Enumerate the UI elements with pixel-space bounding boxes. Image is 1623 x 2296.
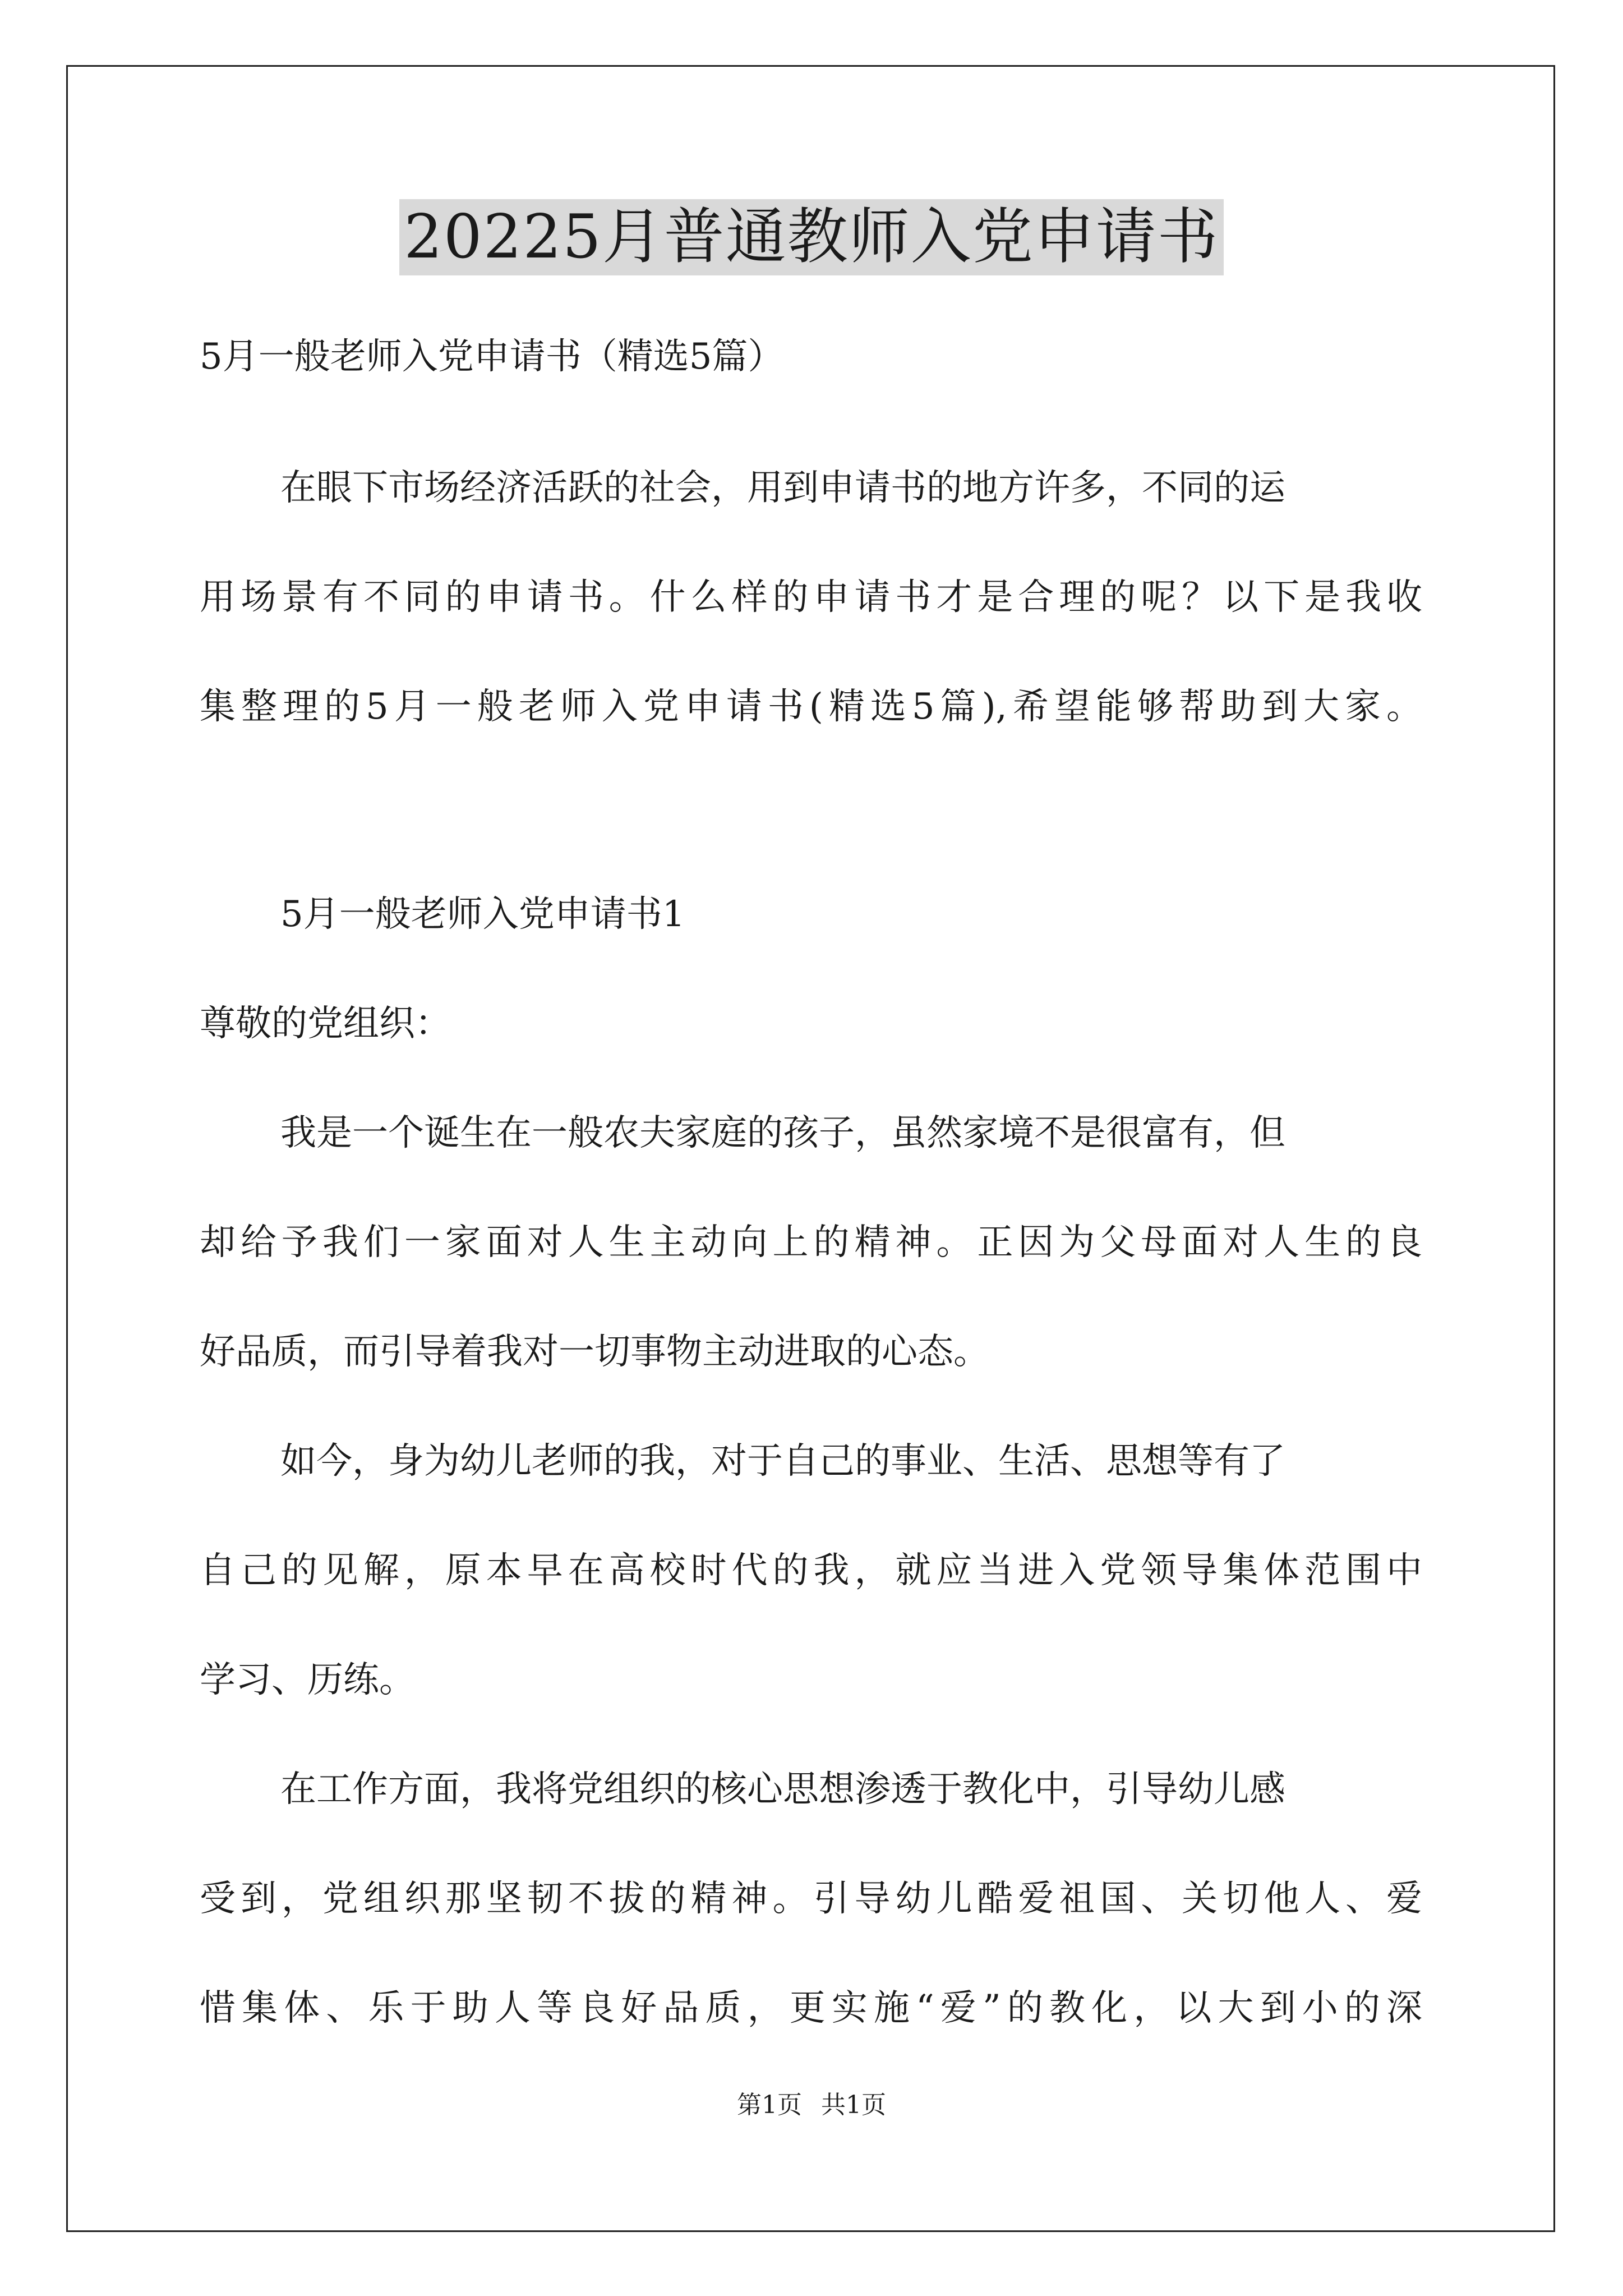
- page-total: 共1页: [821, 2091, 886, 2119]
- page-number: 第1页: [737, 2091, 802, 2119]
- paragraph2-line-3: 学习、历练。: [200, 1659, 415, 1701]
- section-heading: 5月一般老师入党申请书1: [280, 894, 685, 935]
- intro-line-2: 用场景有不同的申请书。什么样的申请书才是合理的呢？以下是我收: [200, 577, 1422, 618]
- paragraph1-line-3: 好品质，而引导着我对一切事物主动进取的心态。: [200, 1331, 989, 1373]
- paragraph1-line-2: 却给予我们一家面对人生主动向上的精神。正因为父母面对人生的良: [200, 1222, 1422, 1263]
- document-title: 20225月普通教师入党申请书: [399, 199, 1224, 275]
- paragraph1-line-1: 我是一个诞生在一般农夫家庭的孩子，虽然家境不是很富有，但: [280, 1112, 1285, 1154]
- intro-line-1: 在眼下市场经济活跃的社会，用到申请书的地方许多，不同的运: [280, 467, 1285, 509]
- paragraph3-line-3: 惜集体、乐于助人等良好品质，更实施“爱”的教化，以大到小的深: [200, 1987, 1422, 2029]
- intro-line-3: 集整理的5月一般老师入党申请书(精选5篇),希望能够帮助到大家。: [200, 686, 1422, 728]
- document-subtitle: 5月一般老师入党申请书（精选5篇）: [200, 336, 784, 378]
- title-container: [0, 199, 1623, 275]
- paragraph2-line-2: 自己的见解，原本早在高校时代的我，就应当进入党领导集体范围中: [200, 1550, 1422, 1591]
- page-footer: [0, 2090, 1623, 2121]
- paragraph3-line-2: 受到，党组织那坚韧不拔的精神。引导幼儿酷爱祖国、关切他人、爱: [200, 1878, 1422, 1920]
- paragraph2-line-1: 如今，身为幼儿老师的我，对于自己的事业、生活、思想等有了: [280, 1441, 1285, 1482]
- salutation: 尊敬的党组织：: [200, 1003, 451, 1045]
- paragraph3-line-1: 在工作方面，我将党组织的核心思想渗透于教化中，引导幼儿感: [280, 1769, 1285, 1810]
